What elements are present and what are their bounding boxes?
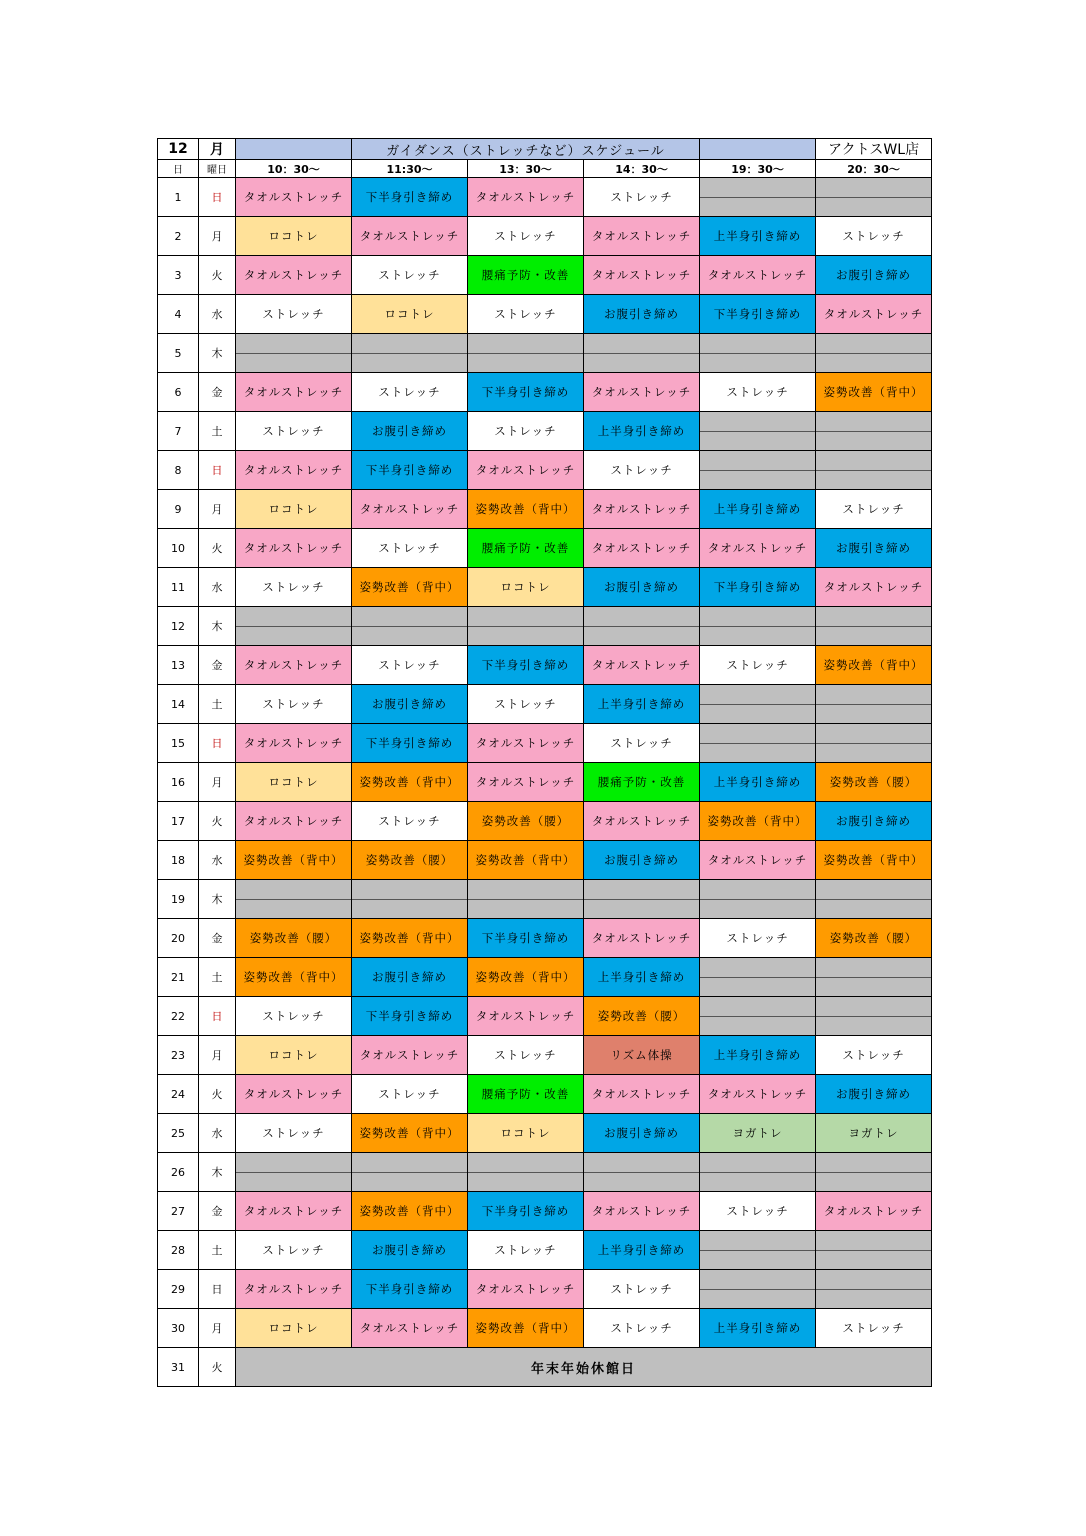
program-cell-towel: タオルストレッチ — [236, 1270, 352, 1309]
program-cell-waist: 姿勢改善（腰） — [816, 763, 932, 802]
weekday-cell: 木 — [199, 880, 236, 919]
program-cell-waist: 姿勢改善（腰） — [584, 997, 700, 1036]
program-cell-abs: お腹引き締め — [584, 295, 700, 334]
closing-note: 年末年始休館日 — [236, 1348, 932, 1387]
program-cell-plain: ストレッチ — [700, 646, 816, 685]
day-number: 15 — [158, 724, 199, 763]
program-cell-towel: タオルストレッチ — [584, 217, 700, 256]
closed-cell — [700, 1153, 816, 1192]
day-number: 10 — [158, 529, 199, 568]
program-cell-upper: 上半身引き締め — [700, 1309, 816, 1348]
program-cell-plain: ストレッチ — [236, 685, 352, 724]
program-cell-towel: タオルストレッチ — [816, 1192, 932, 1231]
program-cell-plain: ストレッチ — [816, 1309, 932, 1348]
program-cell-rhythm: リズム体操 — [584, 1036, 700, 1075]
table-row — [158, 490, 932, 529]
program-cell-upper: 上半身引き締め — [584, 412, 700, 451]
table-row — [158, 1270, 932, 1309]
day-number: 23 — [158, 1036, 199, 1075]
weekday-cell: 金 — [199, 919, 236, 958]
closed-cell — [816, 958, 932, 997]
schedule-table — [157, 138, 932, 1387]
program-cell-back: 姿勢改善（背中） — [236, 958, 352, 997]
closed-cell — [584, 607, 700, 646]
program-cell-towel: タオルストレッチ — [584, 529, 700, 568]
weekday-cell: 金 — [199, 373, 236, 412]
weekday-cell: 土 — [199, 412, 236, 451]
program-cell-towel: タオルストレッチ — [236, 256, 352, 295]
weekday-cell: 日 — [199, 1270, 236, 1309]
program-cell-plain: ストレッチ — [468, 1231, 584, 1270]
program-cell-waist: 姿勢改善（腰） — [468, 802, 584, 841]
closed-cell — [700, 1270, 816, 1309]
program-cell-towel: タオルストレッチ — [584, 373, 700, 412]
table-row — [158, 334, 932, 373]
time-slot-header: 13：30～ — [468, 160, 584, 178]
day-number: 6 — [158, 373, 199, 412]
day-number: 24 — [158, 1075, 199, 1114]
program-cell-green: 腰痛予防・改善 — [468, 256, 584, 295]
column-header-row — [158, 160, 932, 178]
closed-cell — [352, 1153, 468, 1192]
program-cell-loco: ロコトレ — [236, 1036, 352, 1075]
day-number: 31 — [158, 1348, 199, 1387]
program-cell-lower: 下半身引き締め — [700, 568, 816, 607]
closed-cell — [236, 334, 352, 373]
closed-cell — [468, 334, 584, 373]
program-cell-plain: ストレッチ — [236, 1114, 352, 1153]
month-number: 12 — [158, 139, 199, 160]
day-number: 2 — [158, 217, 199, 256]
program-cell-back: 姿勢改善（背中） — [468, 841, 584, 880]
program-cell-towel: タオルストレッチ — [468, 724, 584, 763]
day-number: 26 — [158, 1153, 199, 1192]
program-cell-plain: ストレッチ — [584, 451, 700, 490]
program-cell-upper: 上半身引き締め — [700, 1036, 816, 1075]
program-cell-loco: ロコトレ — [236, 763, 352, 802]
program-cell-plain: ストレッチ — [352, 1075, 468, 1114]
closed-cell — [352, 607, 468, 646]
day-number: 4 — [158, 295, 199, 334]
program-cell-lower: 下半身引き締め — [468, 646, 584, 685]
weekday-cell: 日 — [199, 451, 236, 490]
program-cell-towel: タオルストレッチ — [352, 490, 468, 529]
program-cell-plain: ストレッチ — [468, 1036, 584, 1075]
schedule-sheet — [157, 138, 931, 1387]
program-cell-plain: ストレッチ — [352, 373, 468, 412]
closed-cell — [700, 412, 816, 451]
program-cell-plain: ストレッチ — [352, 802, 468, 841]
table-row — [158, 919, 932, 958]
page-title: ガイダンス（ストレッチなど）スケジュール — [352, 139, 700, 160]
day-number: 20 — [158, 919, 199, 958]
weekday-cell: 月 — [199, 217, 236, 256]
program-cell-loco: ロコトレ — [236, 217, 352, 256]
day-number: 19 — [158, 880, 199, 919]
program-cell-towel: タオルストレッチ — [584, 919, 700, 958]
program-cell-plain: ストレッチ — [700, 373, 816, 412]
program-cell-plain: ストレッチ — [584, 724, 700, 763]
table-row — [158, 1153, 932, 1192]
day-number: 5 — [158, 334, 199, 373]
program-cell-abs: お腹引き締め — [816, 529, 932, 568]
closed-cell — [816, 685, 932, 724]
weekday-cell: 火 — [199, 1348, 236, 1387]
program-cell-waist: 姿勢改善（腰） — [816, 919, 932, 958]
program-cell-towel: タオルストレッチ — [236, 724, 352, 763]
program-cell-loco: ロコトレ — [236, 1309, 352, 1348]
program-cell-plain: ストレッチ — [236, 295, 352, 334]
weekday-cell: 土 — [199, 685, 236, 724]
weekday-cell: 日 — [199, 997, 236, 1036]
closed-cell — [236, 607, 352, 646]
closed-cell — [236, 880, 352, 919]
closed-cell — [700, 880, 816, 919]
program-cell-towel: タオルストレッチ — [352, 217, 468, 256]
closed-cell — [700, 958, 816, 997]
weekday-cell: 日 — [199, 178, 236, 217]
table-row — [158, 1231, 932, 1270]
weekday-cell: 日 — [199, 724, 236, 763]
table-row — [158, 841, 932, 880]
program-cell-towel: タオルストレッチ — [236, 802, 352, 841]
weekday-cell: 木 — [199, 334, 236, 373]
weekday-cell: 水 — [199, 841, 236, 880]
program-cell-back: 姿勢改善（背中） — [468, 1309, 584, 1348]
day-number: 25 — [158, 1114, 199, 1153]
program-cell-towel: タオルストレッチ — [700, 1075, 816, 1114]
closed-cell — [816, 1153, 932, 1192]
program-cell-towel: タオルストレッチ — [700, 256, 816, 295]
closed-cell — [584, 880, 700, 919]
program-cell-towel: タオルストレッチ — [584, 646, 700, 685]
program-cell-plain: ストレッチ — [816, 217, 932, 256]
weekday-cell: 金 — [199, 1192, 236, 1231]
program-cell-towel: タオルストレッチ — [700, 841, 816, 880]
month-label: 月 — [199, 139, 236, 160]
day-number: 22 — [158, 997, 199, 1036]
program-cell-green: 腰痛予防・改善 — [584, 763, 700, 802]
time-slot-header: 10：30～ — [236, 160, 352, 178]
closed-cell — [700, 997, 816, 1036]
time-slot-header: 19：30～ — [700, 160, 816, 178]
program-cell-lower: 下半身引き締め — [352, 997, 468, 1036]
day-number: 1 — [158, 178, 199, 217]
closed-cell — [352, 334, 468, 373]
program-cell-upper: 上半身引き締め — [700, 217, 816, 256]
closed-cell — [700, 178, 816, 217]
program-cell-towel: タオルストレッチ — [236, 646, 352, 685]
table-row — [158, 529, 932, 568]
title-row — [158, 139, 932, 160]
table-row — [158, 724, 932, 763]
table-row — [158, 763, 932, 802]
program-cell-green: 腰痛予防・改善 — [468, 1075, 584, 1114]
header-blue-cell — [236, 139, 352, 160]
closed-cell — [236, 1153, 352, 1192]
program-cell-towel: タオルストレッチ — [584, 802, 700, 841]
program-cell-towel: タオルストレッチ — [816, 295, 932, 334]
day-number: 27 — [158, 1192, 199, 1231]
program-cell-loco: ロコトレ — [468, 568, 584, 607]
program-cell-plain: ストレッチ — [700, 919, 816, 958]
closed-cell — [352, 880, 468, 919]
weekday-cell: 水 — [199, 295, 236, 334]
program-cell-back: 姿勢改善（背中） — [352, 763, 468, 802]
schedule-body — [158, 178, 932, 1387]
program-cell-abs: お腹引き締め — [584, 1114, 700, 1153]
time-slot-header: 14：30～ — [584, 160, 700, 178]
program-cell-waist: 姿勢改善（腰） — [236, 919, 352, 958]
program-cell-lower: 下半身引き締め — [700, 295, 816, 334]
program-cell-upper: 上半身引き締め — [584, 958, 700, 997]
closed-cell — [700, 451, 816, 490]
program-cell-plain: ストレッチ — [352, 529, 468, 568]
closed-cell — [816, 1231, 932, 1270]
program-cell-plain: ストレッチ — [816, 490, 932, 529]
program-cell-plain: ストレッチ — [236, 1231, 352, 1270]
weekday-cell: 水 — [199, 568, 236, 607]
weekday-cell: 月 — [199, 1036, 236, 1075]
weekday-cell: 土 — [199, 958, 236, 997]
table-row — [158, 1192, 932, 1231]
table-row — [158, 1075, 932, 1114]
program-cell-back: 姿勢改善（背中） — [468, 958, 584, 997]
program-cell-back: 姿勢改善（背中） — [352, 919, 468, 958]
weekday-cell: 火 — [199, 529, 236, 568]
program-cell-upper: 上半身引き締め — [584, 1231, 700, 1270]
program-cell-towel: タオルストレッチ — [236, 451, 352, 490]
closed-cell — [700, 334, 816, 373]
closed-cell — [816, 412, 932, 451]
program-cell-back: 姿勢改善（背中） — [816, 373, 932, 412]
program-cell-towel: タオルストレッチ — [236, 1075, 352, 1114]
closed-cell — [816, 724, 932, 763]
program-cell-back: 姿勢改善（背中） — [816, 841, 932, 880]
program-cell-upper: 上半身引き締め — [584, 685, 700, 724]
closed-cell — [816, 451, 932, 490]
day-column-header: 日 — [158, 160, 199, 178]
table-row — [158, 1309, 932, 1348]
table-row — [158, 217, 932, 256]
weekday-column-header: 曜日 — [199, 160, 236, 178]
program-cell-abs: お腹引き締め — [352, 958, 468, 997]
day-number: 14 — [158, 685, 199, 724]
weekday-cell: 土 — [199, 1231, 236, 1270]
closed-cell — [468, 880, 584, 919]
program-cell-towel: タオルストレッチ — [236, 373, 352, 412]
program-cell-back: 姿勢改善（背中） — [816, 646, 932, 685]
day-number: 28 — [158, 1231, 199, 1270]
program-cell-plain: ストレッチ — [468, 217, 584, 256]
program-cell-towel: タオルストレッチ — [584, 490, 700, 529]
day-number: 13 — [158, 646, 199, 685]
program-cell-towel: タオルストレッチ — [352, 1309, 468, 1348]
program-cell-towel: タオルストレッチ — [468, 178, 584, 217]
day-number: 17 — [158, 802, 199, 841]
store-name: アクトスWL店 — [816, 139, 932, 160]
day-number: 3 — [158, 256, 199, 295]
weekday-cell: 金 — [199, 646, 236, 685]
program-cell-back: 姿勢改善（背中） — [468, 490, 584, 529]
time-slot-header: 20：30～ — [816, 160, 932, 178]
table-row — [158, 880, 932, 919]
closed-cell — [700, 685, 816, 724]
table-row — [158, 997, 932, 1036]
table-row — [158, 373, 932, 412]
program-cell-back: 姿勢改善（背中） — [352, 568, 468, 607]
day-number: 9 — [158, 490, 199, 529]
program-cell-towel: タオルストレッチ — [236, 529, 352, 568]
day-number: 16 — [158, 763, 199, 802]
weekday-cell: 火 — [199, 802, 236, 841]
weekday-cell: 火 — [199, 1075, 236, 1114]
program-cell-plain: ストレッチ — [352, 256, 468, 295]
day-number: 30 — [158, 1309, 199, 1348]
closed-cell — [816, 607, 932, 646]
day-number: 11 — [158, 568, 199, 607]
table-row — [158, 1114, 932, 1153]
program-cell-towel: タオルストレッチ — [816, 568, 932, 607]
program-cell-lower: 下半身引き締め — [468, 373, 584, 412]
table-row — [158, 1348, 932, 1387]
day-number: 8 — [158, 451, 199, 490]
program-cell-towel: タオルストレッチ — [584, 256, 700, 295]
day-number: 21 — [158, 958, 199, 997]
program-cell-back: 姿勢改善（背中） — [352, 1114, 468, 1153]
program-cell-plain: ストレッチ — [236, 412, 352, 451]
closed-cell — [816, 1270, 932, 1309]
table-row — [158, 568, 932, 607]
closed-cell — [468, 1153, 584, 1192]
program-cell-abs: お腹引き締め — [584, 841, 700, 880]
program-cell-yoga: ヨガトレ — [700, 1114, 816, 1153]
table-row — [158, 295, 932, 334]
weekday-cell: 木 — [199, 607, 236, 646]
weekday-cell: 木 — [199, 1153, 236, 1192]
table-row — [158, 178, 932, 217]
table-row — [158, 802, 932, 841]
day-number: 29 — [158, 1270, 199, 1309]
program-cell-abs: お腹引き締め — [352, 1231, 468, 1270]
day-number: 18 — [158, 841, 199, 880]
closed-cell — [816, 334, 932, 373]
table-row — [158, 958, 932, 997]
program-cell-plain: ストレッチ — [816, 1036, 932, 1075]
program-cell-towel: タオルストレッチ — [468, 451, 584, 490]
program-cell-back: 姿勢改善（背中） — [236, 841, 352, 880]
weekday-cell: 月 — [199, 763, 236, 802]
program-cell-plain: ストレッチ — [236, 568, 352, 607]
closed-cell — [584, 334, 700, 373]
table-row — [158, 451, 932, 490]
program-cell-lower: 下半身引き締め — [352, 451, 468, 490]
closed-cell — [816, 880, 932, 919]
table-row — [158, 685, 932, 724]
program-cell-plain: ストレッチ — [468, 412, 584, 451]
program-cell-towel: タオルストレッチ — [468, 997, 584, 1036]
program-cell-abs: お腹引き締め — [352, 685, 468, 724]
program-cell-lower: 下半身引き締め — [352, 178, 468, 217]
closed-cell — [816, 178, 932, 217]
program-cell-lower: 下半身引き締め — [468, 919, 584, 958]
table-row — [158, 256, 932, 295]
program-cell-lower: 下半身引き締め — [352, 724, 468, 763]
program-cell-abs: お腹引き締め — [816, 1075, 932, 1114]
program-cell-plain: ストレッチ — [584, 178, 700, 217]
table-row — [158, 412, 932, 451]
program-cell-lower: 下半身引き締め — [468, 1192, 584, 1231]
program-cell-towel: タオルストレッチ — [700, 529, 816, 568]
program-cell-towel: タオルストレッチ — [584, 1075, 700, 1114]
program-cell-towel: タオルストレッチ — [352, 1036, 468, 1075]
day-number: 7 — [158, 412, 199, 451]
program-cell-abs: お腹引き締め — [816, 802, 932, 841]
program-cell-abs: お腹引き締め — [584, 568, 700, 607]
program-cell-plain: ストレッチ — [468, 685, 584, 724]
table-row — [158, 607, 932, 646]
time-slot-header: 11:30～ — [352, 160, 468, 178]
program-cell-loco: ロコトレ — [236, 490, 352, 529]
program-cell-plain: ストレッチ — [700, 1192, 816, 1231]
program-cell-loco: ロコトレ — [352, 295, 468, 334]
program-cell-upper: 上半身引き締め — [700, 763, 816, 802]
table-row — [158, 1036, 932, 1075]
program-cell-towel: タオルストレッチ — [468, 1270, 584, 1309]
program-cell-lower: 下半身引き締め — [352, 1270, 468, 1309]
program-cell-back: 姿勢改善（背中） — [352, 1192, 468, 1231]
program-cell-plain: ストレッチ — [236, 997, 352, 1036]
closed-cell — [584, 1153, 700, 1192]
closed-cell — [700, 607, 816, 646]
weekday-cell: 月 — [199, 490, 236, 529]
program-cell-plain: ストレッチ — [584, 1270, 700, 1309]
program-cell-plain: ストレッチ — [352, 646, 468, 685]
program-cell-green: 腰痛予防・改善 — [468, 529, 584, 568]
program-cell-abs: お腹引き締め — [352, 412, 468, 451]
closed-cell — [700, 724, 816, 763]
program-cell-towel: タオルストレッチ — [584, 1192, 700, 1231]
weekday-cell: 火 — [199, 256, 236, 295]
program-cell-towel: タオルストレッチ — [236, 178, 352, 217]
table-row — [158, 646, 932, 685]
closed-cell — [700, 1231, 816, 1270]
closed-cell — [468, 607, 584, 646]
weekday-cell: 水 — [199, 1114, 236, 1153]
program-cell-back: 姿勢改善（背中） — [700, 802, 816, 841]
program-cell-waist: 姿勢改善（腰） — [352, 841, 468, 880]
program-cell-plain: ストレッチ — [468, 295, 584, 334]
program-cell-towel: タオルストレッチ — [468, 763, 584, 802]
day-number: 12 — [158, 607, 199, 646]
header-blue-cell — [700, 139, 816, 160]
weekday-cell: 月 — [199, 1309, 236, 1348]
program-cell-upper: 上半身引き締め — [700, 490, 816, 529]
closed-cell — [816, 997, 932, 1036]
program-cell-towel: タオルストレッチ — [236, 1192, 352, 1231]
program-cell-abs: お腹引き締め — [816, 256, 932, 295]
program-cell-yoga: ヨガトレ — [816, 1114, 932, 1153]
program-cell-loco: ロコトレ — [468, 1114, 584, 1153]
program-cell-plain: ストレッチ — [584, 1309, 700, 1348]
